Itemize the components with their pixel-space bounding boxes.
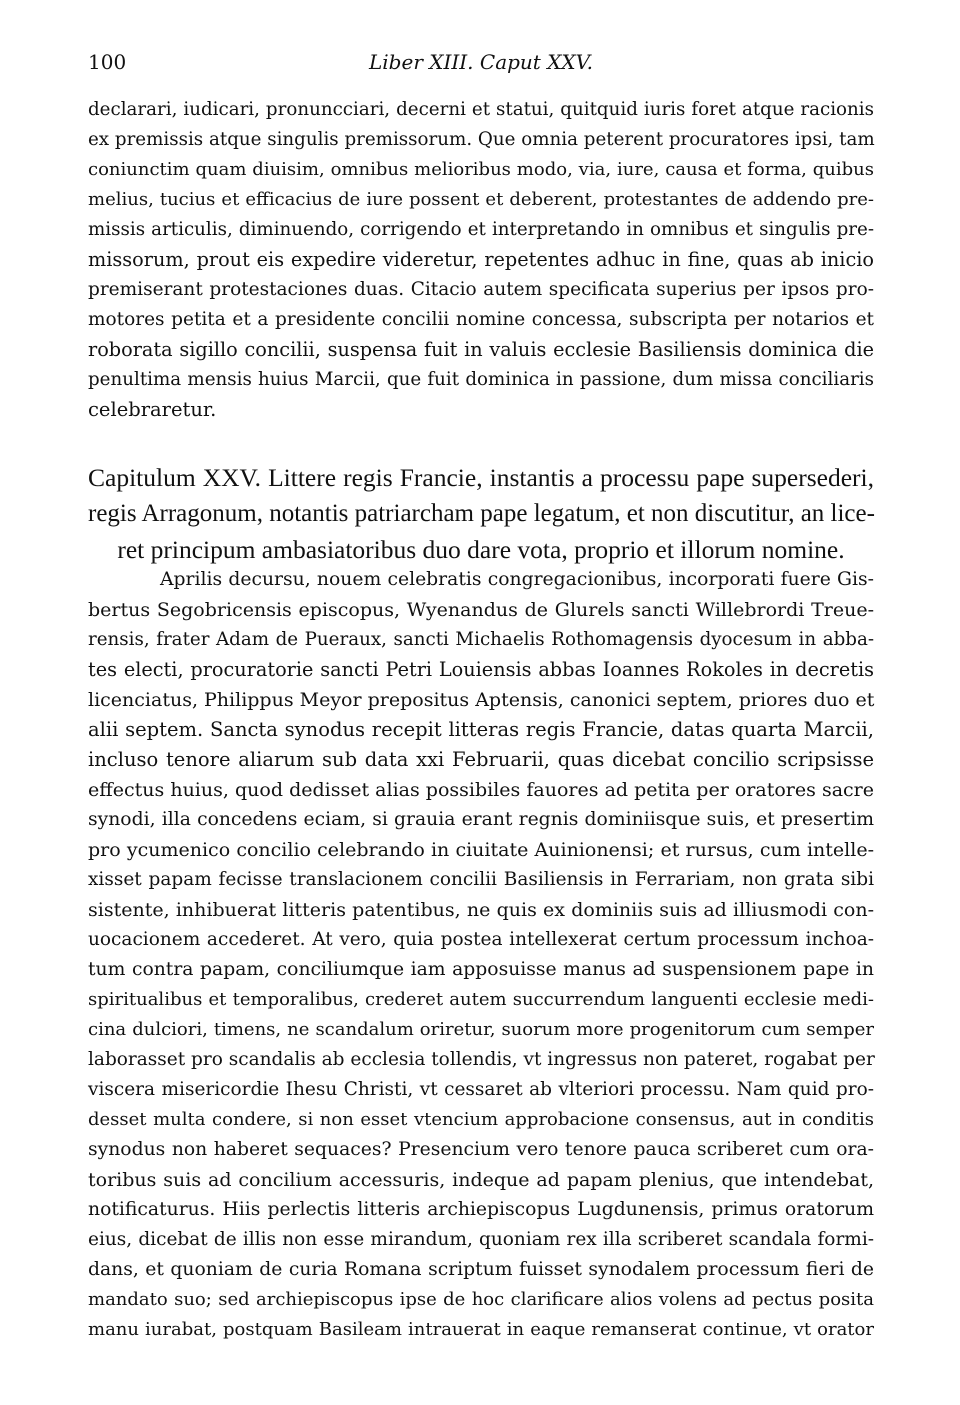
text-line: effectus huius, quod dedisset alias possibiles fauores ad petita per oratores sacre	[88, 779, 874, 801]
text-line: motores petita et a presidente concilii nomine concessa, subscripta per notarios et	[88, 309, 874, 330]
text-line: viscera misericordie Ihesu Christi, vt cessaret ab vlteriori processu. Nam quid pro-	[88, 1079, 874, 1100]
text-line: licenciatus, Philippus Meyor prepositus Aptensis, canonici septem, priores duo et	[88, 689, 875, 711]
text-line: missis articulis, diminuendo, corrigendo et interpretando in omnibus et singulis pre-	[88, 219, 874, 240]
text-line: mandato suo; sed archiepiscopus ipse de hoc clarificare alios volens ad pectus posita	[88, 1289, 874, 1310]
text-line: spiritualibus et temporalibus, crederet autem succurrendum languenti ecclesie medi-	[88, 989, 874, 1010]
text-line: coniunctim quam diuisim, omnibus melioribus modo, via, iure, causa et forma, quibus	[88, 159, 874, 180]
text-line: declarari, iudicari, pronuncciari, decerni et statui, quitquid iuris foret atque racionis	[88, 99, 874, 120]
text-line: missorum, prout eis expedire videretur, repetentes adhuc in fine, quas ab inicio	[88, 248, 874, 271]
text-line: alii septem. Sancta synodus recepit litteras regis Francie, datas quarta Marcii,	[88, 718, 874, 741]
text-line: dans, et quoniam de curia Romana scriptum fuisset synodalem processum fieri de	[88, 1259, 874, 1280]
running-title: Liber XIII. Caput XXV.	[369, 50, 593, 74]
text-line: tes electi, procuratorie sancti Petri Louiensis abbas Ioannes Rokoles in decretis	[88, 658, 874, 681]
text-line: eius, dicebat de illis non esse mirandum, quoniam rex illa scriberet scandala formi-	[88, 1229, 874, 1250]
heading-line: ret principum ambasiatoribus duo dare vota, proprio et illorum nomine.	[117, 535, 845, 564]
heading-line: regis Arragonum, notantis patriarcham pape legatum, et non discutitur, an lice-	[88, 500, 875, 527]
text-line: rensis, frater Adam de Pueraux, sancti Michaelis Rothomagensis dyocesum in abba-	[88, 629, 874, 650]
text-line: penultima mensis huius Marcii, que fuit dominica in passione, dum missa conciliaris	[88, 369, 874, 390]
text-line: synodi, illa concedens eciam, si grauia erant regnis dominiisque suis, et presertim	[88, 809, 874, 830]
text-line: laborasset pro scandalis ab ecclesia tollendis, vt ingressus non pateret, rogabat per	[88, 1049, 875, 1070]
text-line: desset multa condere, si non esset vtencium approbacione consensus, aut in conditis	[88, 1109, 874, 1130]
text-line: ex premissis atque singulis premissorum. Que omnia peterent procuratores ipsi, tam	[88, 129, 875, 150]
text-line: xisset papam fecisse translacionem concilii Basiliensis in Ferrariam, non grata sibi	[88, 869, 874, 890]
text-line: roborata sigillo concilii, suspensa fuit in valuis ecclesie Basiliensis dominica die	[88, 338, 874, 361]
page-header	[88, 48, 874, 78]
text-line: tum contra papam, conciliumque iam apposuisse manus ad suspensionem pape in	[88, 959, 874, 980]
text-line: toribus suis ad concilium accessuris, indeque ad papam plenius, que intendebat,	[88, 1169, 874, 1191]
text-line: sistente, inhibuerat litteris patentibus, ne quis ex dominiis suis ad illiusmodi con-	[88, 899, 874, 921]
text-line: incluso tenore aliarum sub data xxi Februarii, quas dicebat concilio scripsisse	[88, 748, 874, 771]
text-line: premiserant protestaciones duas. Citacio autem specificata superius per ipsos pro-	[88, 279, 874, 300]
text-line: notificaturus. Hiis perlectis litteris archiepiscopus Lugdunensis, primus oratorum	[88, 1199, 874, 1220]
text-line: cina dulciori, timens, ne scandalum oriretur, suorum more progenitorum cum semper	[88, 1019, 874, 1040]
text-line: melius, tucius et efficacius de iure possent et deberent, protestantes de addendo pre-	[88, 189, 874, 210]
text-line: synodus non haberet sequaces? Presencium vero tenore pauca scriberet cum ora-	[88, 1139, 874, 1160]
text-line: uocacionem accederet. At vero, quia postea intellexerat certum processum inchoa-	[88, 929, 874, 950]
page-number: 100	[88, 50, 127, 74]
heading-line: Capitulum XXV. Littere regis Francie, instantis a processu pape supersederi,	[88, 463, 874, 492]
text-line: celebraretur.	[88, 398, 217, 421]
text-line: bertus Segobricensis episcopus, Wyenandus de Glurels sancti Willebrordi Treue-	[88, 599, 874, 621]
text-line: pro ycumenico concilio celebrando in ciuitate Auinionensi; et rursus, cum intelle-	[88, 839, 874, 861]
text-line: Aprilis decursu, nouem celebratis congregacionibus, incorporati fuere Gis-	[160, 569, 874, 590]
text-line: manu iurabat, postquam Basileam intrauerat in eaque remanserat continue, vt orator	[88, 1319, 874, 1340]
